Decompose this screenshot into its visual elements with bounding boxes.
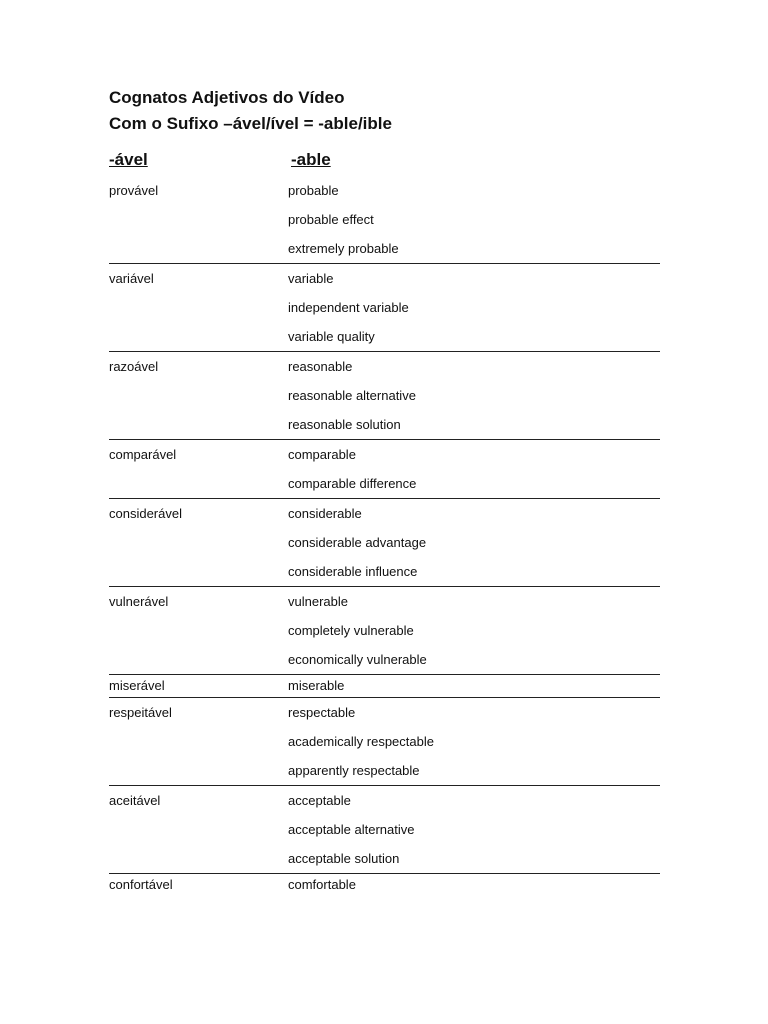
cognate-group xyxy=(109,698,660,786)
english-phrase: extremely probable xyxy=(288,241,399,256)
portuguese-word: razoável xyxy=(109,359,159,374)
cognate-group xyxy=(109,587,660,675)
cognate-group xyxy=(109,440,660,499)
english-phrase: acceptable xyxy=(288,793,351,808)
english-phrases xyxy=(288,499,660,586)
english-phrase: respectable xyxy=(288,705,356,720)
portuguese-word: considerável xyxy=(109,506,182,521)
portuguese-word: provável xyxy=(109,183,159,198)
portuguese-word: confortável xyxy=(109,877,173,892)
cognate-group xyxy=(109,499,660,587)
cognate-group xyxy=(109,786,660,874)
english-phrase: reasonable alternative xyxy=(288,388,416,403)
english-phrase: apparently respectable xyxy=(288,763,420,778)
english-phrases xyxy=(288,698,660,785)
english-phrase: vulnerable xyxy=(288,594,348,609)
english-phrase: reasonable solution xyxy=(288,417,401,432)
english-phrase: reasonable xyxy=(288,359,353,374)
english-phrases xyxy=(288,587,660,674)
english-phrase: miserable xyxy=(288,678,345,693)
english-phrases xyxy=(288,352,660,439)
column-header-portuguese: -ável xyxy=(109,150,148,169)
portuguese-word: aceitável xyxy=(109,793,161,808)
english-phrase: academically respectable xyxy=(288,734,434,749)
portuguese-word: variável xyxy=(109,271,154,286)
cognate-group xyxy=(109,352,660,440)
english-phrases xyxy=(288,874,660,896)
english-phrases xyxy=(288,264,660,351)
english-phrase: probable effect xyxy=(288,212,374,227)
english-phrase: comparable difference xyxy=(288,476,417,491)
english-phrases xyxy=(288,176,660,263)
english-phrases xyxy=(288,786,660,873)
column-header-english: -able xyxy=(291,150,331,169)
english-phrase: considerable influence xyxy=(288,564,418,579)
english-phrases xyxy=(288,675,660,697)
english-phrase: independent variable xyxy=(288,300,409,315)
english-phrase: acceptable alternative xyxy=(288,822,415,837)
cognate-group xyxy=(109,176,660,264)
english-phrase: comfortable xyxy=(288,877,356,892)
english-phrase: probable xyxy=(288,183,339,198)
english-phrase: economically vulnerable xyxy=(288,652,427,667)
cognate-group xyxy=(109,264,660,352)
portuguese-word: vulnerável xyxy=(109,594,169,609)
english-phrase: acceptable solution xyxy=(288,851,400,866)
portuguese-word: respeitável xyxy=(109,705,172,720)
english-phrase: considerable xyxy=(288,506,362,521)
english-phrases xyxy=(288,440,660,498)
document-subtitle: Com o Sufixo –ável/ível = -able/ible xyxy=(109,114,392,133)
cognate-group xyxy=(109,874,660,896)
english-phrase: completely vulnerable xyxy=(288,623,414,638)
english-phrase: comparable xyxy=(288,447,356,462)
portuguese-word: comparável xyxy=(109,447,177,462)
cognate-list xyxy=(109,176,660,896)
english-phrase: considerable advantage xyxy=(288,535,427,550)
cognate-group xyxy=(109,675,660,698)
document-title: Cognatos Adjetivos do Vídeo xyxy=(109,88,345,107)
english-phrase: variable xyxy=(288,271,334,286)
english-phrase: variable quality xyxy=(288,329,375,344)
portuguese-word: miserável xyxy=(109,678,165,693)
